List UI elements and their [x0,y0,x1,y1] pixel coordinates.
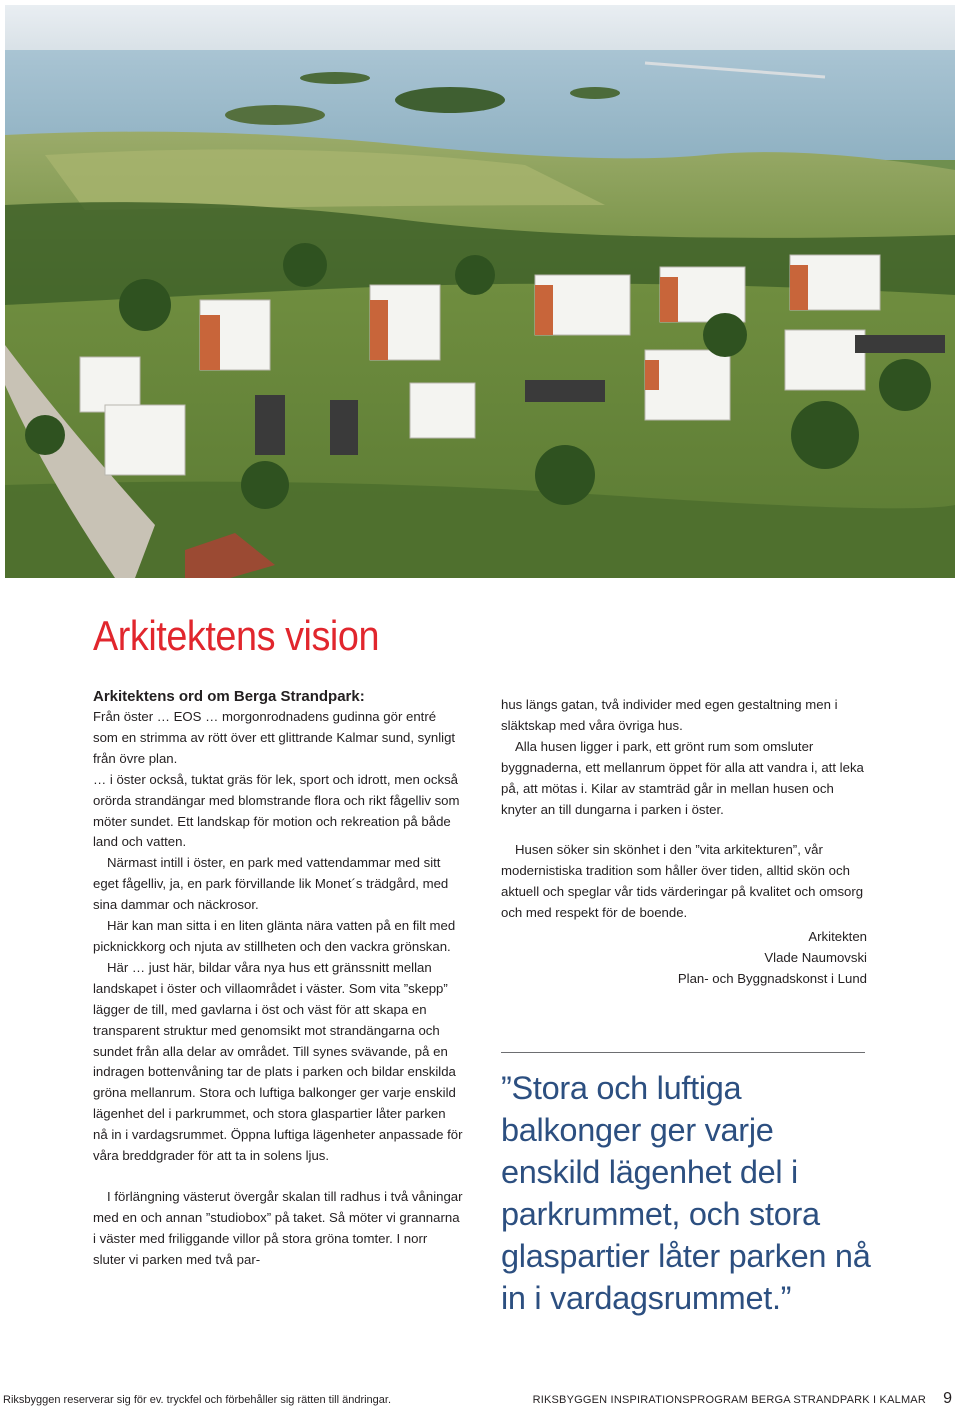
left-paragraph: Från öster … EOS … morgonrodnadens gudinna gör entré som en strimma av rött över ett glittrande Kalmar sund, synligt från övre plan. [93,709,456,766]
aerial-illustration [5,5,955,578]
hero-aerial-rendering [5,5,955,578]
left-paragraph: Här … just här, bildar våra nya hus ett gränssnitt mellan landskapet i öster och villaområdet i väster. Som vita ”skepp” lägger de till, med gavlarna i öst och väst för att skapa en transparent struktur med genomsikt mot strandängarna och sundet från alla delar av området. Till synes svävande, på en indragen bottenvåning tar de plats i parken och bildar enskilda gröna mellanrum. Stora och luftiga balkonger ger varje enskild lägenhet del i parkrummet, och stora glaspartier låter parken nå in i vardagsrummet. Öppna luftiga lägenheter anpassade för våra breddgrader för att ta in solens ljus. [93,959,463,1164]
signature-role: Arkitekten [808,929,867,945]
page-number: 9 [943,1390,952,1407]
left-paragraph: Arkitektens ord om Berga Strandpark: [93,688,365,705]
pull-quote: ”Stora och luftiga balkonger ger varje enskild lägenhet del i parkrummet, och stora glaspartier låter parken nå in i vardagsrummet.” [501,1070,871,1316]
left-paragraph: … i öster också, tuktat gräs för lek, sport och idrott, men också orörda strandängar med blomstrande flora och rikt fågelliv som möter sundet. Ett landskap för motion och rekreation på både land och vatten. [93,771,460,850]
right-text-column [501,695,873,990]
left-text-column [93,686,463,1271]
footer-publication: RIKSBYGGEN INSPIRATIONSPROGRAM BERGA STRANDPARK I KALMAR [532,1394,926,1406]
right-paragraphs [501,695,873,924]
left-paragraph: Närmast intill i öster, en park med vattendammar med sitt eget fågelliv, ja, en park förvillande lik Monet´s trädgård, med sina dammar och näckrosor. [93,855,449,913]
page-title: Arkitektens vision [93,612,380,659]
signature-firm: Plan- och Byggnadskonst i Lund [677,970,867,986]
footer-disclaimer: Riksbyggen reserverar sig för ev. tryckfel och förbehåller sig rätten till ändringar. [3,1394,392,1406]
left-paragraph: I förlängning västerut övergår skalan till radhus i två våningar med en och annan ”studiobox” på taket. Så möter vi grannarna i väster med friliggande villor på stora gröna tomter. I norr sluter vi parken med två par- [93,1188,463,1267]
right-paragraph: Alla husen ligger i park, ett grönt rum som omsluter byggnaderna, ett mellanrum öppet för alla att vandra i, att leka på, att mötas i. Kilar av stamträd går in mellan husen och knyter an till dungarna i parken i öster. [501,738,864,817]
right-paragraph: hus längs gatan, två individer med egen gestaltning men i släktskap med våra övriga hus. [501,697,838,733]
left-paragraph: Här kan man sitta i en liten glänta nära vatten på en filt med picknickkorg och njuta av stillheten och den vackra grönskan. [93,918,456,954]
quote-divider [501,1052,865,1053]
signature-block [501,927,873,990]
right-paragraph: Husen söker sin skönhet i den ”vita arkitekturen”, vår modernistiska tradition som håller över tiden, alltid skön och aktuell och speglar vår tids värderingar på kvalitet och omsorg och med respekt för de boende. [501,842,864,921]
signature-name: Vlade Naumovski [764,949,867,965]
